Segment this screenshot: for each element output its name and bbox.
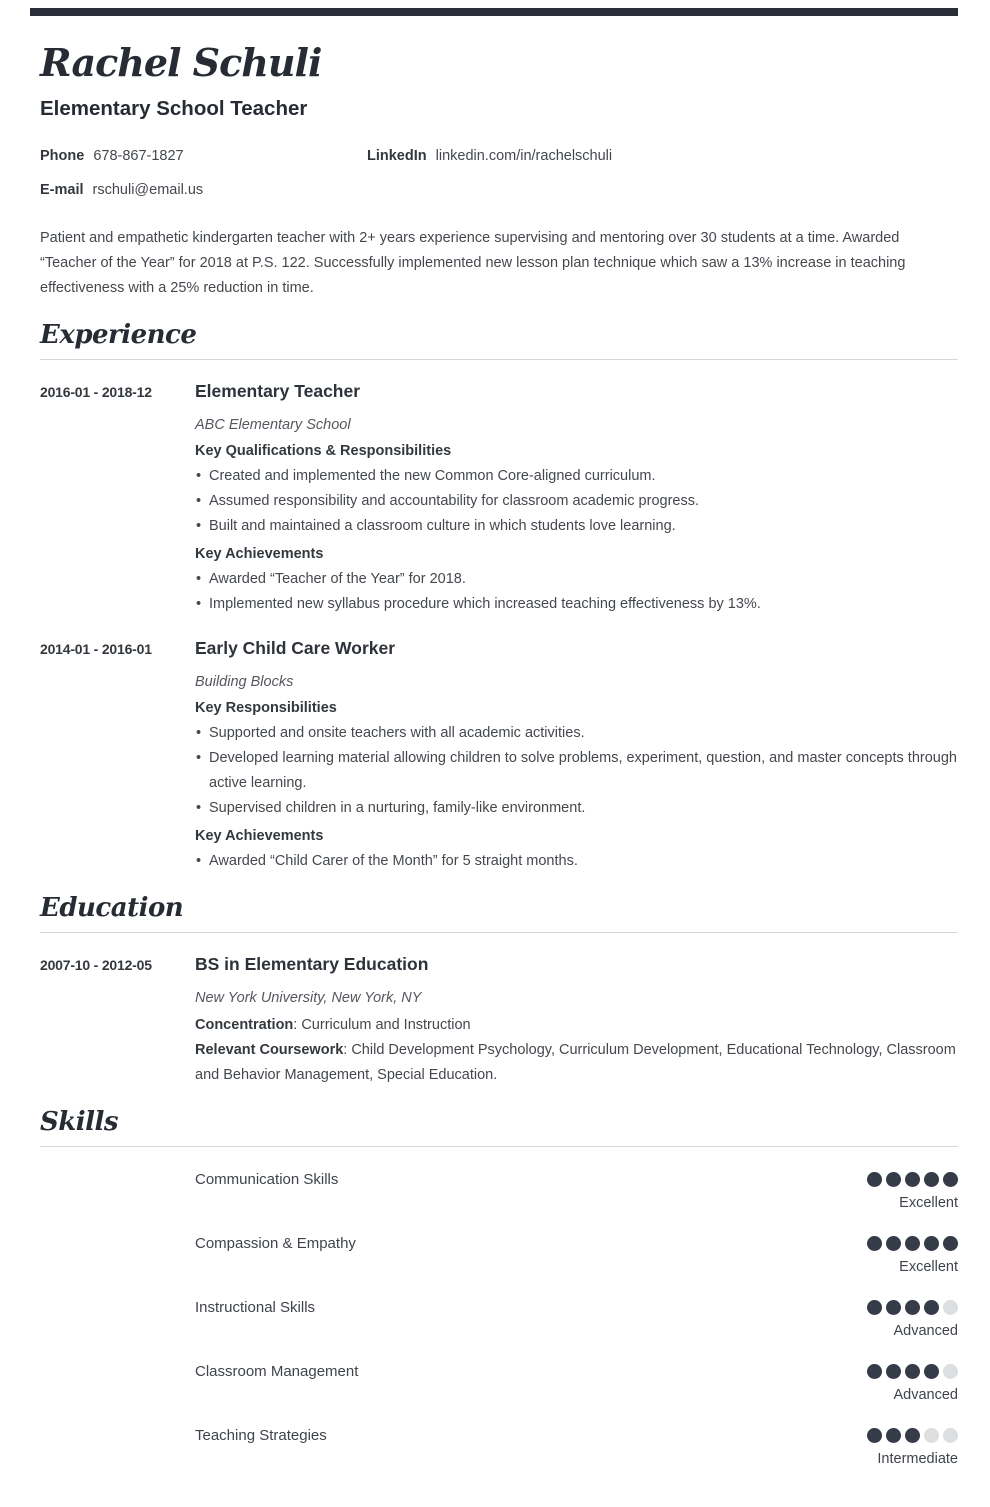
education-details [195,954,958,1088]
job-bullet: • Developed learning material allowing children to solve problems, experiment, question, and master concepts through active learning. [195,746,958,796]
job-details [195,638,958,874]
skill-dot [905,1172,920,1187]
person-name: Rachel Schuli [40,40,322,85]
skill-name: Communication Skills [195,1171,339,1188]
skill-level-label: Excellent [899,1195,958,1211]
phone-label: Phone [40,148,85,164]
job-bullet: • Awarded “Child Carer of the Month” for 5 straight months. [195,849,958,874]
job-bullet: • Created and implemented the new Common Core-aligned curriculum. [195,464,958,489]
skill-name: Teaching Strategies [195,1427,327,1444]
job-subheading: Key Responsibilities [195,700,337,716]
skill-row [40,1427,958,1467]
concentration-line [195,1013,958,1038]
email-value: rschuli@email.us [92,182,204,198]
headline-title: Elementary School Teacher [40,97,308,120]
skill-name: Compassion & Empathy [195,1235,356,1252]
job-bullet: • Built and maintained a classroom culture in which students love learning. [195,514,958,539]
job-bullet: • Implemented new syllabus procedure which increased teaching effectiveness by 13%. [195,592,958,617]
contact-block [40,147,958,199]
skill-name: Instructional Skills [195,1299,316,1316]
contact-linkedin [367,147,958,165]
skill-row [40,1363,958,1403]
skill-row [40,1299,958,1339]
skill-dot [924,1428,939,1443]
email-label: E-mail [40,182,84,198]
top-accent-bar [30,8,958,16]
skills-section [40,1107,958,1467]
skill-dot [905,1428,920,1443]
job-organization: Building Blocks [195,674,294,690]
skill-dot [886,1172,901,1187]
linkedin-value: linkedin.com/in/rachelschuli [435,148,613,164]
degree-title: BS in Elementary Education [195,954,429,974]
concentration-label: Concentration [195,1017,294,1033]
concentration-value: : Curriculum and Instruction [293,1017,471,1033]
skill-rating-dots [867,1364,958,1379]
skill-dot [943,1300,958,1315]
skill-row [40,1171,958,1211]
school-name: New York University, New York, NY [195,990,422,1006]
contact-email [40,181,367,199]
experience-heading: Experience [40,320,958,360]
skill-name: Classroom Management [195,1363,359,1380]
skill-level-label: Advanced [893,1323,958,1339]
coursework-label: Relevant Coursework [195,1042,344,1058]
skill-dot [924,1172,939,1187]
skill-dot [924,1300,939,1315]
skill-dot [943,1428,958,1443]
skill-rating-dots [867,1300,958,1315]
skill-level-label: Advanced [893,1387,958,1403]
skill-dot [867,1172,882,1187]
skills-heading: Skills [40,1107,958,1147]
skill-level-label: Intermediate [877,1451,958,1467]
skill-dot [943,1364,958,1379]
job-bullet: • Supported and onsite teachers with all academic activities. [195,721,958,746]
job-bullet-list [195,567,958,617]
coursework-line [195,1038,958,1088]
education-section [40,893,958,1088]
skill-rating-dots [867,1428,958,1443]
education-dates: 2007-10 - 2012-05 [40,957,152,973]
education-heading: Education [40,893,958,933]
skill-rating-dots [867,1172,958,1187]
skill-dot [905,1300,920,1315]
linkedin-label: LinkedIn [367,148,427,164]
skill-rating-dots [867,1236,958,1251]
skill-dot [905,1236,920,1251]
job-subheading: Key Achievements [195,828,324,844]
skill-dot [886,1364,901,1379]
experience-entry [40,381,958,617]
coursework-value: : Child Development Psychology, Curriculum Development, Educational Technology, Classroom and Behavior Management, Special Education. [195,1042,956,1083]
skill-dot [943,1172,958,1187]
job-title: Early Child Care Worker [195,638,396,658]
education-entry [40,954,958,1088]
skill-dot [924,1236,939,1251]
job-bullet: • Assumed responsibility and accountability for classroom academic progress. [195,489,958,514]
job-title: Elementary Teacher [195,381,361,401]
phone-value: 678-867-1827 [93,148,184,164]
job-bullet-list [195,721,958,821]
skill-dot [867,1364,882,1379]
profile-summary: Patient and empathetic kindergarten teacher with 2+ years experience supervising and mentoring over 30 students at a time. Awarded “Teacher of the Year” for 2018 at P.S. 122. Successfully implemented new lesson plan technique which saw a 13% increase in teaching effectiveness with a 25% reduction in time. [40,230,906,296]
skill-dot [905,1364,920,1379]
job-dates: 2016-01 - 2018-12 [40,384,152,400]
skill-dot [867,1428,882,1443]
skill-dot [924,1364,939,1379]
job-details [195,381,958,617]
job-dates: 2014-01 - 2016-01 [40,641,152,657]
job-bullet-list [195,849,958,874]
experience-section [40,320,958,874]
skill-dot [867,1236,882,1251]
job-bullet: • Supervised children in a nurturing, family-like environment. [195,796,958,821]
skill-dot [886,1428,901,1443]
skill-row [40,1235,958,1275]
job-subheading: Key Achievements [195,546,324,562]
job-subheading: Key Qualifications & Responsibilities [195,443,452,459]
skill-dot [943,1236,958,1251]
contact-phone [40,147,367,165]
skill-dot [886,1236,901,1251]
experience-entry [40,638,958,874]
skill-level-label: Excellent [899,1259,958,1275]
skill-dot [886,1300,901,1315]
skill-dot [867,1300,882,1315]
job-bullet-list [195,464,958,539]
job-bullet: • Awarded “Teacher of the Year” for 2018. [195,567,958,592]
job-organization: ABC Elementary School [195,417,351,433]
